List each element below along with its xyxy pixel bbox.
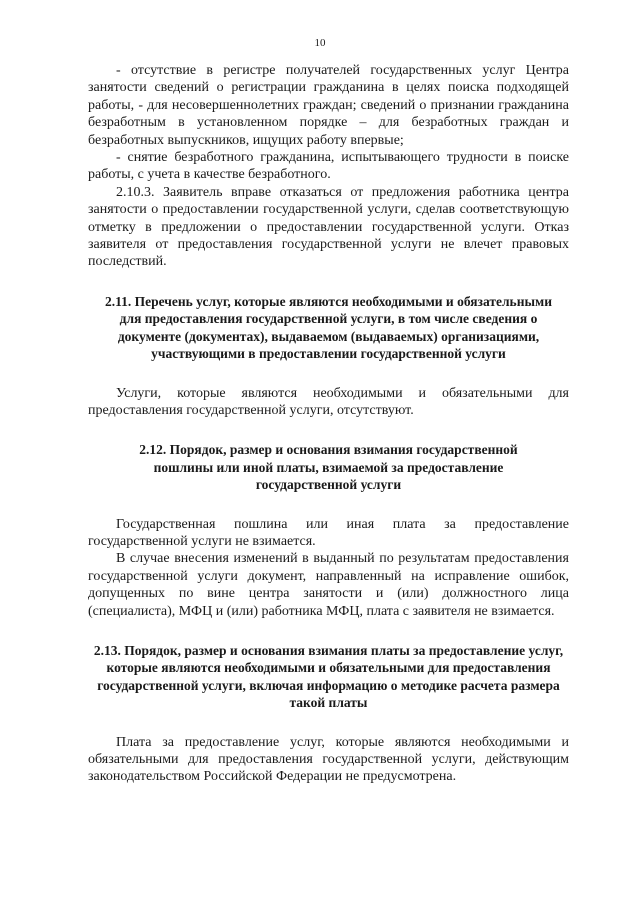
page-content (88, 62, 569, 786)
paragraph-deregistration: - снятие безработного гражданина, испытывающего трудности в поиске работы, с учета в качестве безработного. (88, 150, 569, 183)
paragraph-2-10-3: 2.10.3. Заявитель вправе отказаться от предложения работника центра занятости о предоставлении государственной услуги, сделав соответствующую отметку в предложении о предоставлении государственной услуги. Отказ заявителя от предоставления государственной услуги не влечет правовых последствий. (88, 184, 569, 270)
paragraph-absence-in-register: - отсутствие в регистре получателей государственных услуг Центра занятости сведений о регистрации гражданина в целях поиска подходящей работы, - для несовершеннолетних граждан; сведений о признании гражданина безработным в установленном порядке – для безработных граждан и безработных выпускников, ищущих работу впервые; (88, 63, 569, 148)
heading-2-11: 2.11. Перечень услуг, которые являются необходимыми и обязательными для предоставления государственной услуги, в том числе сведения о документе (документах), выдаваемом (выдаваемых) организациями, участвующими в предоставлении государственной услуги (104, 293, 552, 362)
heading-2-13: 2.13. Порядок, размер и основания взимания платы за предоставление услуг, которые являются необходимыми и обязательными для предоставления государственной услуги, включая информацию о методике расчета размера такой платы (93, 642, 564, 711)
page-number: 10 (314, 37, 326, 49)
heading-2-12: 2.12. Порядок, размер и основания взимания государственной пошлины или иной платы, взимаемой за предоставление государственной услуги (139, 442, 518, 493)
paragraph-2-12-text-1: Государственная пошлина или иная плата за предоставление государственной услуги не взимается. (88, 516, 569, 549)
paragraph-2-12-text-2: В случае внесения изменений в выданный по результатам предоставления государственной услуги документ, направленный на исправление ошибок, допущенных по вине центра занятости и (или) должностного лица (специалиста), МФЦ и (или) работника МФЦ, плата с заявителя не взимается. (88, 551, 569, 619)
paragraph-2-13-text: Плата за предоставление услуг, которые являются необходимыми и обязательными для предоставления государственной услуги, действующим законодательством Российской Федерации не предусмотрена. (88, 734, 569, 785)
paragraph-2-11-text: Услуги, которые являются необходимыми и обязательными для предоставления государственной услуги, отсутствуют. (88, 385, 569, 418)
